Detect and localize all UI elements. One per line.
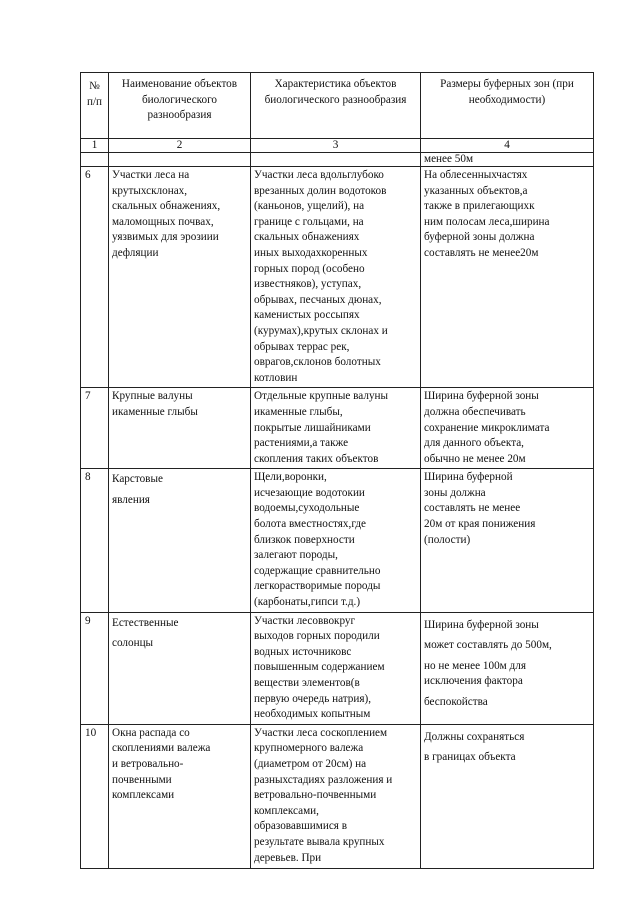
text-line: явления xyxy=(112,493,150,506)
header-buffer: Размеры буферных зон (при необходимости) xyxy=(421,73,594,139)
table-row xyxy=(81,167,594,388)
text-line: результате вывала крупных xyxy=(254,835,385,848)
empty-cell xyxy=(109,153,251,167)
empty-cell xyxy=(81,153,109,167)
empty-cell xyxy=(251,153,421,167)
text-line: каменистых россыпях xyxy=(254,309,360,322)
text-line: залегают породы, xyxy=(254,549,338,562)
text-line: разныхстадиях разложения и xyxy=(254,773,393,786)
text-line: врезанных долин водотоков xyxy=(254,184,387,197)
text-line: скоплениями валежа xyxy=(112,742,211,755)
text-line: крутыхсклонах, xyxy=(112,184,188,197)
text-line: (каньонов, ущелий), на xyxy=(254,200,365,213)
text-line: легкорастворимые породы xyxy=(254,580,381,593)
text-line: буферной зоны должна xyxy=(424,231,535,244)
object-characteristic xyxy=(251,388,421,469)
header-name: Наименование объектов биологического разнообразия xyxy=(109,73,251,139)
text-line: повышенным содержанием xyxy=(254,661,385,674)
text-line: образовавшимися в xyxy=(254,820,348,833)
text-line: может составлять до 500м, xyxy=(424,639,552,652)
text-line: для данного объекта, xyxy=(424,437,524,450)
text-line: комплексами, xyxy=(254,804,319,817)
text-line: Окна распада со xyxy=(112,726,190,739)
text-line: обычно не менее 20м xyxy=(424,452,526,465)
table-row xyxy=(81,724,594,868)
row-number: 6 xyxy=(81,167,109,388)
index-cell: 3 xyxy=(251,139,421,153)
text-line: 20м от края понижения xyxy=(424,518,536,531)
text-line: Карстовые xyxy=(112,473,163,486)
object-characteristic xyxy=(251,612,421,724)
text-line: сохранение микроклимата xyxy=(424,421,550,434)
text-line: растениями,а также xyxy=(254,437,349,450)
text-line: составлять не менее xyxy=(424,502,521,515)
text-line: составлять не менее20м xyxy=(424,246,539,259)
buffer-size xyxy=(421,388,594,469)
text-line: Ширина буферной зоны xyxy=(424,390,539,403)
object-name xyxy=(109,388,251,469)
text-line: Отдельные крупные валуны xyxy=(254,390,389,403)
text-line: ним полосам леса,ширина xyxy=(424,215,550,228)
text-line: скальных обнажениях xyxy=(254,231,360,244)
text-line: исключения фактора xyxy=(424,675,523,688)
text-line: икаменные глыбы, xyxy=(254,405,343,418)
text-line: оврагов,склонов болотных xyxy=(254,356,381,369)
text-line: На облесенныхчастях xyxy=(424,169,528,181)
header-num: № п/п xyxy=(81,73,109,139)
row-number: 8 xyxy=(81,469,109,612)
text-line: в границах объекта xyxy=(424,751,516,764)
text-line: горных пород (особено xyxy=(254,262,365,275)
text-line: Участки леса на xyxy=(112,169,190,181)
text-line: (полости) xyxy=(424,533,471,546)
text-line: Участки леса соскоплением xyxy=(254,726,388,739)
text-line: первую очередь натрия), xyxy=(254,692,372,705)
text-line: близкок поверхности xyxy=(254,533,355,546)
buffer-size xyxy=(421,469,594,612)
object-characteristic xyxy=(251,724,421,868)
text-line: Крупные валуны xyxy=(112,390,193,403)
text-line: Естественные xyxy=(112,616,179,629)
continuation-row xyxy=(81,153,594,167)
buffer-size xyxy=(421,724,594,868)
text-line: исчезающие водотокии xyxy=(254,486,365,499)
buffer-size xyxy=(421,167,594,388)
text-line: болота вместностях,где xyxy=(254,518,367,531)
text-line: маломощных почвах, xyxy=(112,215,214,228)
text-line: Должны сохраняться xyxy=(424,730,525,743)
index-cell: 1 xyxy=(81,139,109,153)
text-line: веществи элементов(в xyxy=(254,677,360,689)
text-line: (карбонаты,гипси т.д.) xyxy=(254,596,361,609)
text-line: и ветровально- xyxy=(112,757,184,770)
row-number: 10 xyxy=(81,724,109,868)
buffer-zones-table xyxy=(80,72,594,869)
text-line: иных выходахкоренных xyxy=(254,246,368,259)
header-characteristic: Характеристика объектов биологического разнообразия xyxy=(251,73,421,139)
text-line: ветровально-почвенными xyxy=(254,789,377,802)
text-line: котловин xyxy=(254,371,298,384)
text-line: почвенными xyxy=(112,773,172,786)
text-line: обрывах, песчаных дюнах, xyxy=(254,293,382,306)
text-line: комплексами xyxy=(112,789,175,802)
text-line: (диаметром от 20см) на xyxy=(254,757,367,770)
text-line: указанных объектов,а xyxy=(424,184,528,197)
text-line: границе с гольцами, на xyxy=(254,215,364,228)
text-line: выходов горных породили xyxy=(254,630,380,643)
text-line: икаменные глыбы xyxy=(112,405,198,418)
index-cell: 4 xyxy=(421,139,594,153)
column-index-row xyxy=(81,139,594,153)
table-header-row xyxy=(81,73,594,139)
text-line: солонцы xyxy=(112,637,154,650)
text-line: скальных обнажениях, xyxy=(112,200,221,213)
text-line: также в прилегающихк xyxy=(424,200,535,213)
text-line: крупномерного валежа xyxy=(254,742,364,755)
object-name xyxy=(109,612,251,724)
text-line: Участки леса вдольглубоко xyxy=(254,169,384,181)
text-line: Участки лесоввокруг xyxy=(254,614,356,627)
continuation-text: менее 50м xyxy=(421,153,594,167)
text-line: скопления таких объектов xyxy=(254,452,379,465)
text-line: необходимых копытным xyxy=(254,708,371,721)
row-number: 7 xyxy=(81,388,109,469)
text-line: известняков), уступах, xyxy=(254,278,362,291)
text-line: обрывах террас рек, xyxy=(254,340,350,353)
text-line: Щели,воронки, xyxy=(254,471,327,484)
object-characteristic xyxy=(251,167,421,388)
text-line: уязвимых для эрозиии xyxy=(112,231,219,244)
object-name xyxy=(109,469,251,612)
table-row xyxy=(81,612,594,724)
object-name xyxy=(109,167,251,388)
row-number: 9 xyxy=(81,612,109,724)
text-line: покрытые лишайниками xyxy=(254,421,371,434)
text-line: (курумах),крутых склонах и xyxy=(254,324,388,337)
table-row xyxy=(81,388,594,469)
table-row xyxy=(81,469,594,612)
index-cell: 2 xyxy=(109,139,251,153)
text-line: содержащие сравнительно xyxy=(254,564,381,577)
text-line: Ширина буферной xyxy=(424,471,513,484)
text-line: деревьев. При xyxy=(254,851,322,864)
text-line: зоны должна xyxy=(424,486,486,499)
text-line: беспокойства xyxy=(424,696,488,708)
object-name xyxy=(109,724,251,868)
text-line: должна обеспечивать xyxy=(424,405,526,418)
text-line: водных источниковс xyxy=(254,645,352,658)
text-line: водоемы,суходольные xyxy=(254,502,360,515)
buffer-size xyxy=(421,612,594,724)
object-characteristic xyxy=(251,469,421,612)
text-line: дефляции xyxy=(112,246,159,259)
text-line: Ширина буферной зоны xyxy=(424,618,539,631)
text-line: но не менее 100м для xyxy=(424,659,526,672)
